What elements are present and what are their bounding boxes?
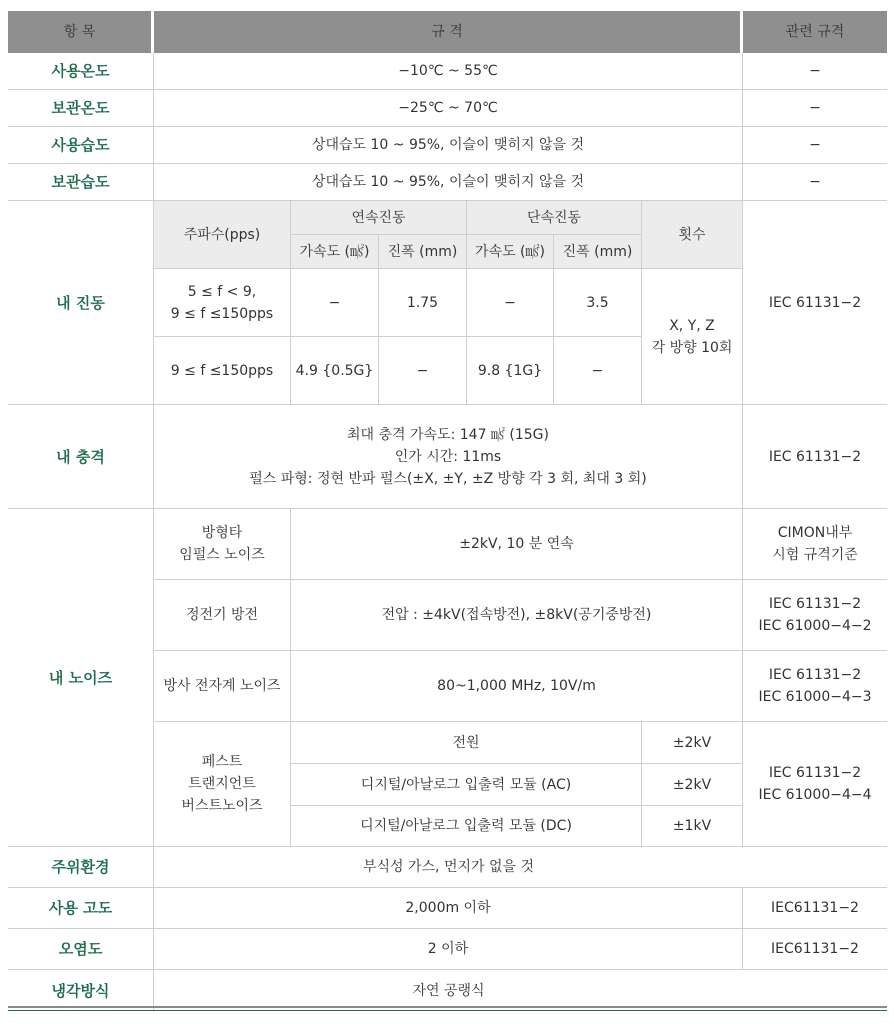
vib-r2-cont-accel: 4.9 {0.5G} xyxy=(291,337,379,405)
row-shock xyxy=(8,405,887,509)
label-altitude: 사용 고도 xyxy=(8,888,154,929)
noise-radiated-name: 방사 전자계 노이즈 xyxy=(154,651,291,722)
vib-r2-single-accel: 9.8 {1G} xyxy=(467,337,554,405)
noise-radiated-std-line1: IEC 61131−2 xyxy=(768,667,862,683)
spec-pollution: 2 이하 xyxy=(154,929,743,970)
std-store-temp: − xyxy=(743,90,887,127)
vib-r2-cont-amp: − xyxy=(379,337,467,405)
row-cooling xyxy=(8,970,887,1011)
noise-radiated-spec: 80~1,000 MHz, 10V/m xyxy=(291,651,743,722)
noise-radiated-std xyxy=(743,651,887,722)
noise-burst-name-line1: 페스트 xyxy=(201,754,243,770)
vib-count-line2: 각 방향 10회 xyxy=(651,339,733,356)
row-altitude xyxy=(8,888,887,929)
row-store-temp xyxy=(8,90,887,127)
std-op-humidity: − xyxy=(743,127,887,164)
spec-store-humidity: 상대습도 10 ~ 95%, 이슬이 맺히지 않을 것 xyxy=(154,164,743,201)
noise-esd-std xyxy=(743,580,887,651)
spec-cooling: 자연 공랭식 xyxy=(412,982,485,999)
table-bottom-accent-rule xyxy=(8,1010,887,1011)
vib-head-single-amp: 진폭 (mm) xyxy=(554,235,642,269)
vibration-head-row-1 xyxy=(8,201,887,235)
noise-radiated-std-line2: IEC 61000−4−3 xyxy=(758,689,872,705)
noise-burst-target: 디지털/아날로그 입출력 모듈 (DC) xyxy=(291,806,642,847)
vib-head-cont-amp: 진폭 (mm) xyxy=(379,235,467,269)
noise-burst-value: ±2kV xyxy=(642,764,743,806)
noise-burst-value: ±2kV xyxy=(642,722,743,764)
noise-square-std-line1: CIMON내부 xyxy=(777,525,853,541)
vib-r1-freq-line2: 9 ≤ f ≤150pps xyxy=(170,305,274,322)
row-noise-square xyxy=(8,509,887,580)
row-environment xyxy=(8,847,887,888)
row-op-humidity xyxy=(8,127,887,164)
std-store-humidity: − xyxy=(743,164,887,201)
noise-burst-name-line2: 트랜지언트 xyxy=(188,776,256,792)
label-pollution: 오염도 xyxy=(8,929,154,970)
label-noise: 내 노이즈 xyxy=(8,509,154,847)
header-related-std: 관련 규격 xyxy=(743,11,887,53)
row-pollution xyxy=(8,929,887,970)
noise-burst-std-line1: IEC 61131−2 xyxy=(768,765,862,781)
std-altitude: IEC61131−2 xyxy=(743,888,887,929)
label-cooling: 냉각방식 xyxy=(8,970,154,1011)
vib-head-single: 단속진동 xyxy=(467,201,642,235)
noise-square-spec: ±2kV, 10 분 연속 xyxy=(291,509,743,580)
noise-square-std xyxy=(743,509,887,580)
noise-square-name-line1: 방형타 xyxy=(201,525,243,541)
noise-burst-target: 디지털/아날로그 입출력 모듈 (AC) xyxy=(291,764,642,806)
noise-square-name xyxy=(154,509,291,580)
std-cooling xyxy=(743,970,887,1011)
table-bottom-rule xyxy=(8,1006,887,1008)
vib-head-count: 횟수 xyxy=(642,201,743,269)
noise-esd-spec: 전압 : ±4kV(접속방전), ±8kV(공기중방전) xyxy=(291,580,743,651)
noise-square-std-line2: 시험 규격기준 xyxy=(772,547,858,563)
noise-burst-name xyxy=(154,722,291,847)
vib-r1-cont-accel: − xyxy=(291,269,379,337)
std-pollution: IEC61131−2 xyxy=(743,929,887,970)
label-op-humidity: 사용습도 xyxy=(8,127,154,164)
noise-esd-std-line1: IEC 61131−2 xyxy=(768,596,862,612)
vib-r1-single-amp: 3.5 xyxy=(554,269,642,337)
row-op-temp xyxy=(8,53,887,90)
vib-head-single-accel: 가속도 (㎨) xyxy=(467,235,554,269)
label-store-temp: 보관온도 xyxy=(8,90,154,127)
noise-burst-std-line2: IEC 61000−4−4 xyxy=(758,787,872,803)
vib-r1-cont-amp: 1.75 xyxy=(379,269,467,337)
std-op-temp: − xyxy=(743,53,887,90)
std-environment xyxy=(743,847,887,888)
label-store-humidity: 보관습도 xyxy=(8,164,154,201)
spec-table xyxy=(8,11,887,1011)
vib-r1-frequency xyxy=(154,269,291,337)
noise-square-name-line2: 임펄스 노이즈 xyxy=(179,547,265,563)
noise-burst-name-line3: 버스트노이즈 xyxy=(181,798,263,814)
header-row xyxy=(8,11,887,53)
vib-r1-freq-line1: 5 ≤ f < 9, xyxy=(187,283,257,300)
noise-burst-std xyxy=(743,722,887,847)
header-spec: 규 격 xyxy=(154,11,743,53)
spec-store-temp: −25℃ ~ 70℃ xyxy=(154,90,743,127)
label-shock: 내 충격 xyxy=(8,405,154,509)
std-shock: IEC 61131−2 xyxy=(743,405,887,509)
header-item: 항 목 xyxy=(8,11,154,53)
spec-altitude: 2,000m 이하 xyxy=(154,888,743,929)
spec-shock xyxy=(154,405,743,509)
noise-burst-target: 전원 xyxy=(291,722,642,764)
shock-line1: 최대 충격 가속도: 147 ㎨ (15G) xyxy=(347,426,549,443)
noise-burst-value: ±1kV xyxy=(642,806,743,847)
shock-line2: 인가 시간: 11ms xyxy=(394,448,502,465)
spec-op-humidity: 상대습도 10 ~ 95%, 이슬이 맺히지 않을 것 xyxy=(154,127,743,164)
vib-head-cont-accel: 가속도 (㎨) xyxy=(291,235,379,269)
vib-head-frequency: 주파수(pps) xyxy=(154,201,291,269)
shock-line3: 펄스 파형: 정현 반파 펄스(±X, ±Y, ±Z 방향 각 3 회, 최대 3 회) xyxy=(249,470,647,487)
spec-op-temp: −10℃ ~ 55℃ xyxy=(154,53,743,90)
std-vibration: IEC 61131−2 xyxy=(743,201,887,405)
label-environment: 주위환경 xyxy=(8,847,154,888)
noise-esd-std-line2: IEC 61000−4−2 xyxy=(758,618,872,634)
label-vibration: 내 진동 xyxy=(8,201,154,405)
vib-r2-single-amp: − xyxy=(554,337,642,405)
label-op-temp: 사용온도 xyxy=(8,53,154,90)
vib-head-continuous: 연속진동 xyxy=(291,201,467,235)
vib-count-line1: X, Y, Z xyxy=(669,317,715,334)
vib-r1-single-accel: − xyxy=(467,269,554,337)
vib-r2-frequency: 9 ≤ f ≤150pps xyxy=(154,337,291,405)
row-store-humidity xyxy=(8,164,887,201)
spec-environment: 부식성 가스, 먼지가 없을 것 xyxy=(154,847,743,888)
noise-esd-name: 정전기 방전 xyxy=(154,580,291,651)
vib-count xyxy=(642,269,743,405)
